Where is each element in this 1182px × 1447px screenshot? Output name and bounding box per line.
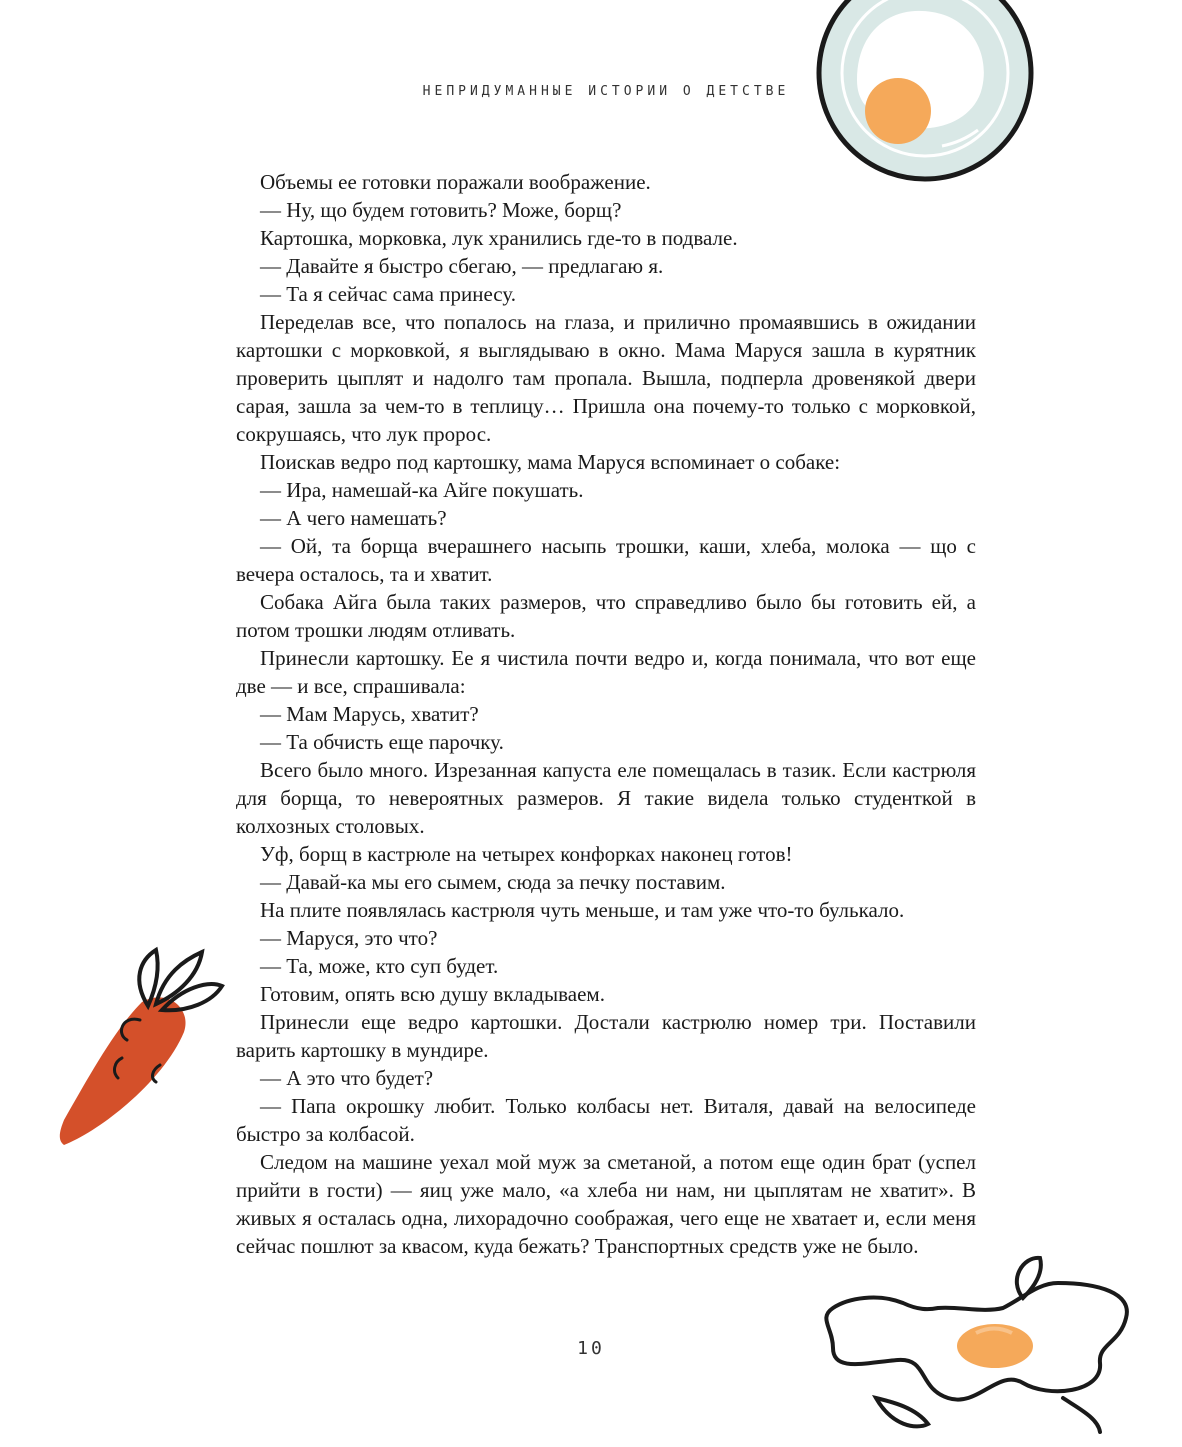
paragraph: Следом на машине уехал мой муж за сметаной, а потом еще один брат (успел прийти в гости) — яиц уже мало, «а хлеба ни нам, ни цыплятам не хватит». В живых я осталась одна, лихорадочно соображая, чего еще не хватает и, если меня сейчас пошлют за квасом, куда бежать? Транспортных средств уже не было. [236, 1150, 976, 1258]
paragraph: Принесли еще ведро картошки. Достали кастрюлю номер три. Поставили варить картошку в мундире. [236, 1010, 976, 1062]
paragraph: Всего было много. Изрезанная капуста еле помещалась в тазик. Если кастрюля для борща, то невероятных размеров. Я такие видела только студенткой в колхозных столовых. [236, 758, 976, 838]
carrot-illustration [52, 940, 237, 1155]
paragraph: — Та обчисть еще парочку. [260, 730, 504, 754]
running-header-text: НЕПРИДУМАННЫЕ ИСТОРИИ О ДЕТСТВЕ [422, 84, 790, 99]
paragraph: — Давайте я быстро сбегаю, — предлагаю я. [260, 254, 664, 278]
paragraph: — Мам Марусь, хватит? [260, 702, 479, 726]
paragraph: — Ира, намешай-ка Айге покушать. [260, 478, 584, 502]
paragraph: — Ну, що будем готовить? Може, борщ? [260, 198, 622, 222]
paragraph: — Ой, та борща вчерашнего насыпь трошки, каши, хлеба, молока — що с вечера осталось, та и хватит. [236, 534, 976, 586]
running-header [0, 84, 1182, 99]
paragraph: На плите появлялась кастрюля чуть меньше, и там уже что-то булькало. [260, 898, 905, 922]
paragraph: Готовим, опять всю душу вкладываем. [260, 982, 605, 1006]
paragraph: Поискав ведро под картошку, мама Маруся вспоминает о собаке: [260, 450, 841, 474]
fried-egg-illustration [808, 1248, 1138, 1438]
paragraph: — Та, може, кто суп будет. [260, 954, 499, 978]
paragraph: — Давай-ка мы его сымем, сюда за печку поставим. [260, 870, 726, 894]
paragraph: — А чего намешать? [260, 506, 447, 530]
paragraph: Переделав все, что попалось на глаза, и прилично промаявшись в ожидании картошки с морковкой, я выглядываю в окно. Мама Маруся зашла в курятник проверить цыплят и надолго там пропала. Вышла, подперла дровенякой двери сарая, зашла за чем-то в теплицу… Пришла она почему-то только с морковкой, сокрушаясь, что лук пророс. [236, 310, 976, 446]
paragraph: Принесли картошку. Ее я чистила почти ведро и, когда понимала, что вот еще две — и все, спрашивала: [236, 646, 976, 698]
page-number: 10 [577, 1338, 605, 1359]
paragraph: Собака Айга была таких размеров, что справедливо было бы готовить ей, а потом трошки людям отливать. [236, 590, 976, 642]
paragraph: Объемы ее готовки поражали воображение. [260, 170, 651, 194]
paragraph: — А это что будет? [260, 1066, 434, 1090]
body-text [236, 168, 976, 1260]
paragraph: Картошка, морковка, лук хранились где-то в подвале. [260, 226, 738, 250]
paragraph: — Папа окрошку любит. Только колбасы нет. Виталя, давай на велосипеде быстро за колбасой. [236, 1094, 976, 1146]
paragraph: Уф, борщ в кастрюле на четырех конфорках наконец готов! [260, 842, 793, 866]
paragraph: — Та я сейчас сама принесу. [260, 282, 516, 306]
paragraph: — Маруся, это что? [260, 926, 438, 950]
